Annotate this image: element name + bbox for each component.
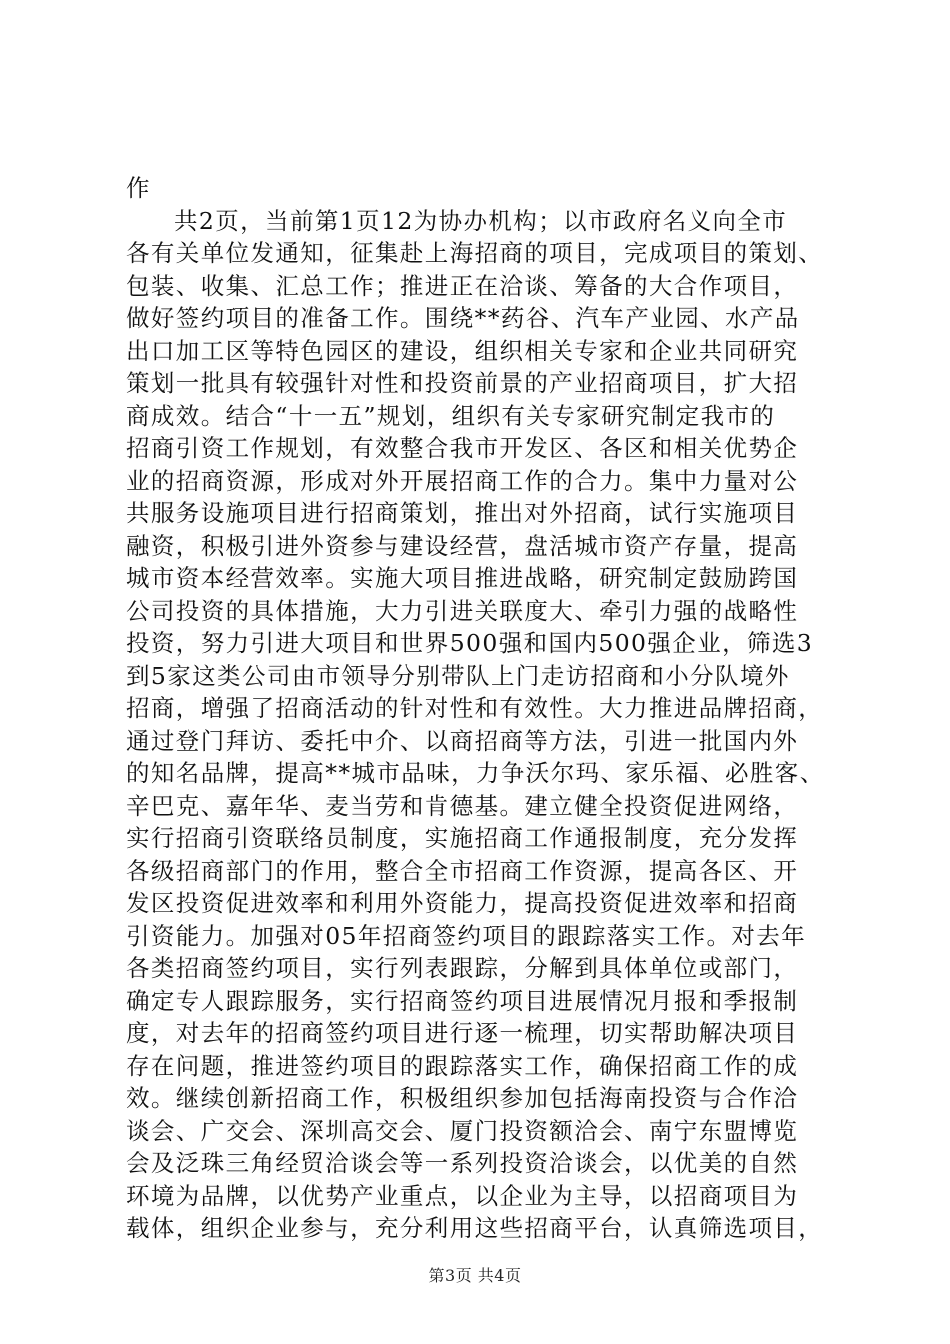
text-line: 城市资本经营效率。实施大项目推进战略，研究制定鼓励跨国 bbox=[126, 564, 799, 592]
text-line: 共2页，当前第1页12为协办机构；以市政府名义向全市 bbox=[174, 206, 788, 235]
text-line: 通过登门拜访、委托中介、以商招商等方法，引进一批国内外 bbox=[126, 726, 799, 755]
text-line: 招商，增强了招商活动的针对性和有效性。大力推进品牌招商， bbox=[126, 694, 824, 722]
text-line: 实行招商引资联络员制度，实施招商工作通报制度，充分发挥 bbox=[126, 824, 799, 852]
text-line: 公司投资的具体措施，大力引进关联度大、牵引力强的战略性 bbox=[126, 596, 799, 625]
text-line: 投资，努力引进大项目和世界500强和国内500强企业，筛选3 bbox=[126, 629, 814, 657]
text-line: 到5家这类公司由市领导分别带队上门走访招商和小分队境外 bbox=[126, 661, 790, 690]
text-line: 策划一批具有较强针对性和投资前景的产业招商项目，扩大招 bbox=[126, 369, 799, 397]
text-line: 谈会、广交会、深圳高交会、厦门投资额洽会、南宁东盟博览 bbox=[126, 1116, 799, 1145]
text-line: 包装、收集、汇总工作；推进正在洽谈、筹备的大合作项目， bbox=[126, 271, 799, 300]
text-line: 效。继续创新招商工作，积极组织参加包括海南投资与合作洽 bbox=[126, 1084, 799, 1112]
text-line: 做好签约项目的准备工作。围绕**药谷、汽车产业园、水产品 bbox=[126, 304, 800, 332]
text-line: 业的招商资源，形成对外开展招商工作的合力。集中力量对公 bbox=[126, 466, 799, 495]
text-line: 融资，积极引进外资参与建设经营，盘活城市资产存量，提高 bbox=[126, 531, 799, 560]
text-line: 商成效。结合“十一五”规划，组织有关专家研究制定我市的 bbox=[126, 401, 776, 430]
text-line: 辛巴克、嘉年华、麦当劳和肯德基。建立健全投资促进网络， bbox=[126, 791, 799, 820]
text-line: 存在问题，推进签约项目的跟踪落实工作，确保招商工作的成 bbox=[126, 1051, 799, 1080]
text-line: 的知名品牌，提高**城市品味，力争沃尔玛、家乐福、必胜客、 bbox=[126, 759, 825, 787]
page-footer: 第3页 共4页 bbox=[428, 1266, 522, 1285]
text-line: 招商引资工作规划，有效整合我市开发区、各区和相关优势企 bbox=[126, 434, 799, 462]
text-line: 共服务设施项目进行招商策划，推出对外招商，试行实施项目 bbox=[126, 499, 799, 527]
text-line: 确定专人跟踪服务，实行招商签约项目进展情况月报和季报制 bbox=[126, 986, 799, 1015]
text-line: 各有关单位发通知，征集赴上海招商的项目，完成项目的策划、 bbox=[126, 239, 824, 267]
text-line: 作 bbox=[126, 174, 151, 202]
body-text bbox=[126, 172, 846, 1245]
text-line: 度，对去年的招商签约项目进行逐一梳理，切实帮助解决项目 bbox=[126, 1019, 799, 1047]
text-line: 各类招商签约项目，实行列表跟踪，分解到具体单位或部门， bbox=[126, 954, 799, 982]
text-line: 各级招商部门的作用，整合全市招商工作资源，提高各区、开 bbox=[126, 856, 799, 885]
text-line: 会及泛珠三角经贸洽谈会等一系列投资洽谈会，以优美的自然 bbox=[126, 1149, 799, 1177]
text-line: 出口加工区等特色园区的建设，组织相关专家和企业共同研究 bbox=[126, 336, 799, 365]
text-line: 发区投资促进效率和利用外资能力，提高投资促进效率和招商 bbox=[126, 889, 799, 917]
text-line: 载体，组织企业参与，充分利用这些招商平台，认真筛选项目， bbox=[126, 1214, 824, 1242]
text-line: 引资能力。加强对05年招商签约项目的跟踪落实工作。对去年 bbox=[126, 921, 807, 950]
text-line: 环境为品牌，以优势产业重点，以企业为主导，以招商项目为 bbox=[126, 1181, 799, 1210]
